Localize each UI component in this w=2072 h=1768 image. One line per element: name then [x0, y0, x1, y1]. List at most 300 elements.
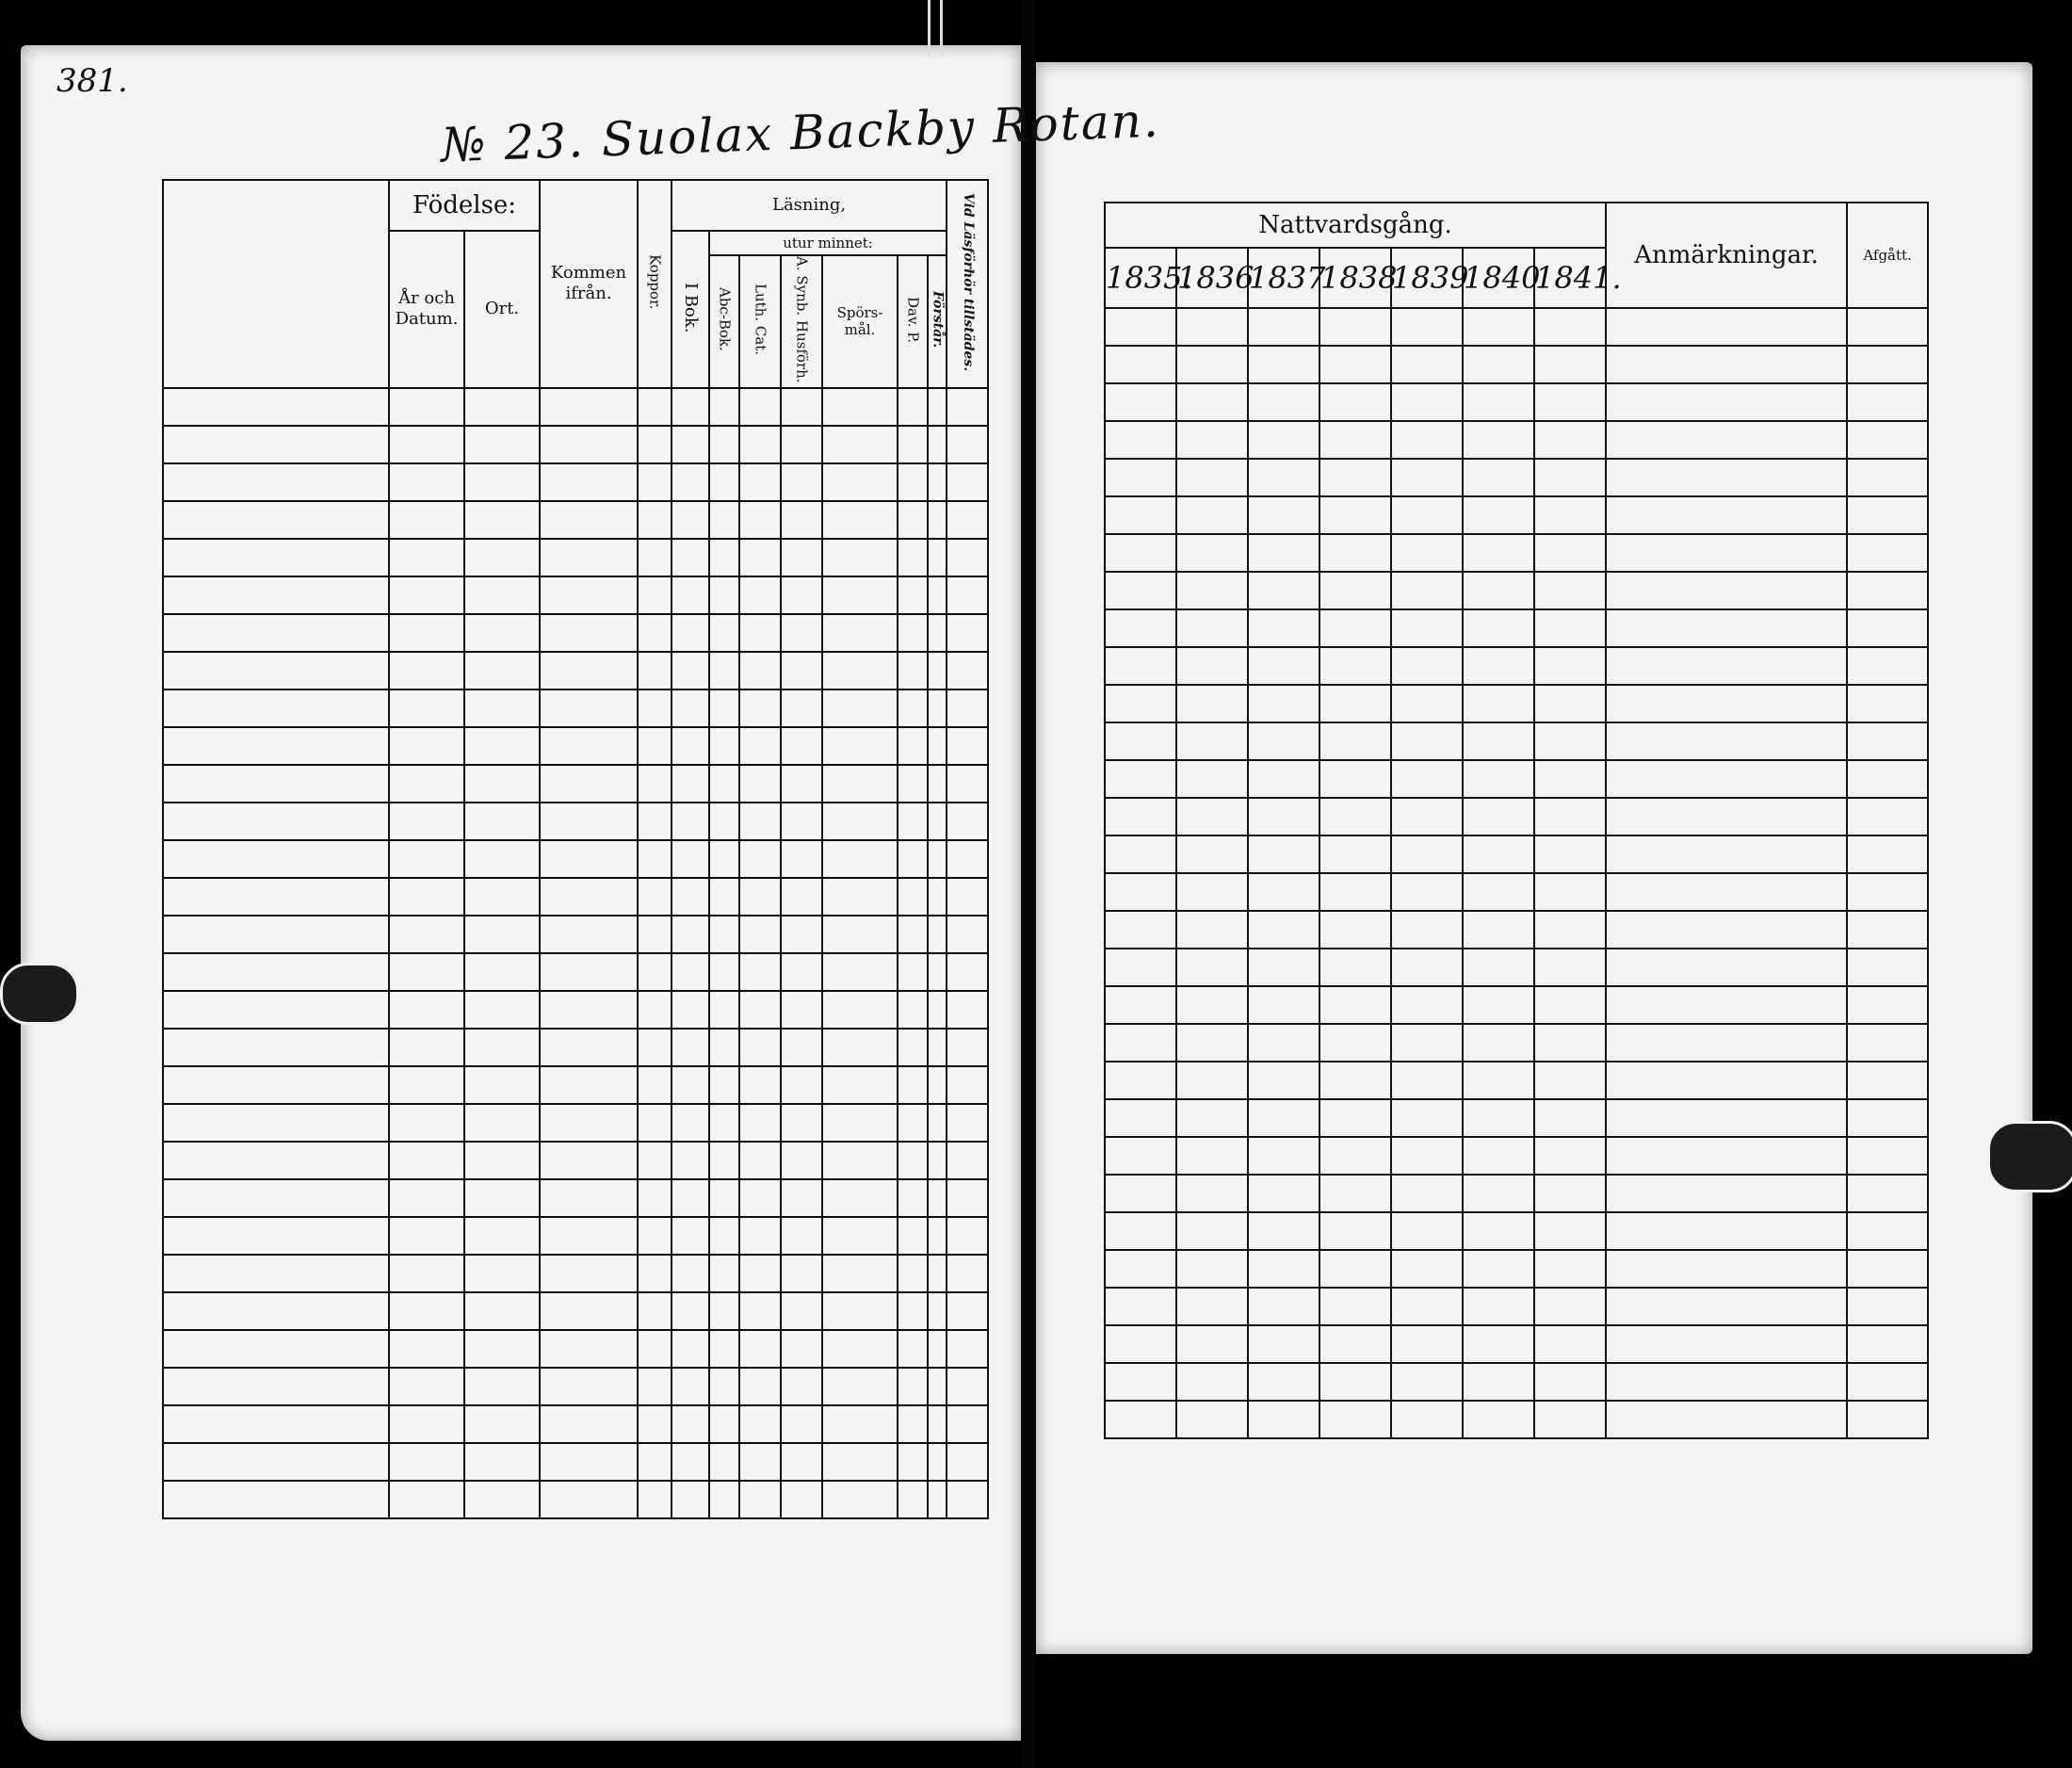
register-cell [1105, 1062, 1176, 1099]
register-row [163, 953, 988, 991]
register-cell [464, 614, 540, 652]
register-cell [1176, 798, 1248, 835]
register-row [163, 1104, 988, 1142]
register-cell [1248, 1325, 1319, 1363]
register-cell [781, 840, 822, 878]
register-cell [1176, 1062, 1248, 1099]
register-cell [1105, 1250, 1176, 1288]
register-cell [781, 1179, 822, 1217]
register-cell [1248, 1288, 1319, 1325]
register-cell [1105, 722, 1176, 760]
register-cell [822, 501, 898, 539]
register-cell [464, 576, 540, 614]
register-cell [389, 727, 464, 765]
register-cell [739, 803, 781, 840]
register-cell [928, 840, 947, 878]
register-cell [1534, 873, 1606, 911]
register-cell [822, 1368, 898, 1405]
year-header-1840: 1840 [1463, 248, 1534, 308]
register-cell [709, 1292, 739, 1330]
register-cell [1847, 986, 1928, 1024]
register-cell [389, 840, 464, 878]
register-cell [464, 953, 540, 991]
register-cell [540, 727, 638, 765]
register-cell [822, 727, 898, 765]
register-cell [822, 803, 898, 840]
abc-bok-label: Abc-Bok. [716, 287, 734, 352]
register-cell [540, 614, 638, 652]
a-synb-husforh-header [781, 255, 822, 388]
register-cell [1176, 1137, 1248, 1175]
register-row [1105, 534, 1928, 572]
register-cell [1534, 1099, 1606, 1137]
register-cell [739, 388, 781, 426]
register-cell [1847, 1401, 1928, 1438]
register-cell [1319, 534, 1391, 572]
register-row [1105, 1024, 1928, 1062]
register-cell [1391, 1401, 1463, 1438]
register-cell [1105, 308, 1176, 346]
register-cell [1319, 873, 1391, 911]
register-cell [928, 916, 947, 953]
register-cell [947, 1443, 988, 1481]
register-cell [709, 501, 739, 539]
register-cell [709, 1142, 739, 1179]
luth-cat-label: Luth. Cat. [752, 284, 769, 356]
register-cell [709, 1066, 739, 1104]
register-cell [1534, 534, 1606, 572]
register-cell [1391, 911, 1463, 949]
register-row [163, 1368, 988, 1405]
year-header-1836: 1836 [1176, 248, 1248, 308]
register-cell [1248, 685, 1319, 722]
register-cell [1463, 647, 1534, 685]
register-row [1105, 421, 1928, 459]
register-cell [464, 1292, 540, 1330]
register-row [1105, 572, 1928, 609]
sporsmal-header: Spörs-mål. [822, 255, 898, 388]
register-cell [672, 463, 709, 501]
register-cell [1176, 1250, 1248, 1288]
register-cell [709, 803, 739, 840]
register-cell [389, 1029, 464, 1066]
register-row [1105, 346, 1928, 383]
register-cell [709, 953, 739, 991]
register-cell [1319, 346, 1391, 383]
register-cell [1319, 986, 1391, 1024]
register-cell [739, 953, 781, 991]
register-cell [389, 765, 464, 803]
forstar-label: Förstår. [930, 291, 946, 349]
register-cell [898, 1217, 928, 1255]
register-cell [1463, 911, 1534, 949]
register-cell [672, 1292, 709, 1330]
register-cell [163, 1066, 389, 1104]
register-cell [1105, 459, 1176, 496]
register-cell [822, 576, 898, 614]
register-cell [781, 765, 822, 803]
register-cell [709, 614, 739, 652]
register-cell [739, 501, 781, 539]
register-cell [1847, 949, 1928, 986]
register-cell [464, 1330, 540, 1368]
register-cell [709, 463, 739, 501]
register-cell [898, 463, 928, 501]
register-cell [163, 576, 389, 614]
register-cell [163, 1405, 389, 1443]
register-cell [1606, 383, 1847, 421]
register-cell [540, 1029, 638, 1066]
register-cell [1606, 572, 1847, 609]
register-cell [1248, 609, 1319, 647]
book-gutter [1021, 0, 1036, 1768]
register-cell [1391, 685, 1463, 722]
register-row [163, 1066, 988, 1104]
register-row [163, 463, 988, 501]
right-page-tab [1987, 1121, 2072, 1192]
register-cell [389, 1368, 464, 1405]
register-cell [822, 840, 898, 878]
register-cell [1606, 835, 1847, 873]
register-cell [389, 689, 464, 727]
register-cell [1248, 1212, 1319, 1250]
register-cell [672, 539, 709, 576]
register-cell [898, 1481, 928, 1518]
register-cell [1391, 1325, 1463, 1363]
register-cell [540, 426, 638, 463]
register-cell [540, 1330, 638, 1368]
register-cell [1847, 308, 1928, 346]
register-cell [1534, 1137, 1606, 1175]
register-cell [464, 991, 540, 1029]
register-cell [928, 1255, 947, 1292]
register-cell [638, 501, 672, 539]
register-cell [1248, 1250, 1319, 1288]
register-cell [898, 1142, 928, 1179]
register-cell [739, 1443, 781, 1481]
register-cell [739, 1405, 781, 1443]
register-cell [163, 878, 389, 916]
register-cell [1847, 1250, 1928, 1288]
register-cell [1847, 346, 1928, 383]
register-cell [709, 426, 739, 463]
register-cell [947, 878, 988, 916]
register-row [1105, 1137, 1928, 1175]
register-cell [1176, 1288, 1248, 1325]
register-cell [928, 727, 947, 765]
register-row [163, 689, 988, 727]
register-cell [1606, 1137, 1847, 1175]
register-cell [781, 426, 822, 463]
register-cell [781, 388, 822, 426]
register-cell [638, 803, 672, 840]
register-cell [389, 878, 464, 916]
register-cell [898, 388, 928, 426]
binding-thread [940, 0, 943, 57]
register-cell [947, 765, 988, 803]
register-cell [947, 1066, 988, 1104]
register-cell [163, 463, 389, 501]
register-cell [947, 463, 988, 501]
register-cell [540, 878, 638, 916]
register-row [163, 878, 988, 916]
register-cell [898, 426, 928, 463]
register-row [163, 1443, 988, 1481]
register-cell [822, 1255, 898, 1292]
register-cell [947, 1481, 988, 1518]
register-cell [163, 1029, 389, 1066]
register-row [163, 765, 988, 803]
register-cell [1534, 835, 1606, 873]
register-cell [822, 1481, 898, 1518]
register-cell [1606, 986, 1847, 1024]
register-cell [1105, 421, 1176, 459]
register-cell [781, 1292, 822, 1330]
register-cell [709, 916, 739, 953]
register-cell [1606, 1363, 1847, 1401]
register-cell [1176, 383, 1248, 421]
register-row [163, 614, 988, 652]
register-cell [898, 576, 928, 614]
register-cell [739, 1217, 781, 1255]
register-cell [709, 1255, 739, 1292]
abc-bok-header [709, 255, 739, 388]
register-cell [1248, 572, 1319, 609]
register-cell [739, 878, 781, 916]
register-cell [822, 388, 898, 426]
register-cell [1847, 685, 1928, 722]
register-cell [947, 652, 988, 689]
register-cell [1534, 308, 1606, 346]
register-cell [947, 727, 988, 765]
register-cell [163, 501, 389, 539]
register-cell [540, 576, 638, 614]
register-cell [709, 689, 739, 727]
register-cell [1534, 572, 1606, 609]
register-cell [1847, 459, 1928, 496]
register-cell [1176, 835, 1248, 873]
vid-lasforhor-header [947, 180, 988, 388]
register-cell [1463, 421, 1534, 459]
register-cell [1391, 1212, 1463, 1250]
register-cell [947, 501, 988, 539]
dav-p-label: Dav. P. [904, 296, 922, 343]
register-cell [672, 916, 709, 953]
register-cell [1463, 572, 1534, 609]
register-cell [1534, 760, 1606, 798]
register-cell [1176, 1325, 1248, 1363]
register-cell [1319, 949, 1391, 986]
register-cell [709, 1405, 739, 1443]
register-cell [464, 388, 540, 426]
register-cell [1176, 1212, 1248, 1250]
register-cell [163, 991, 389, 1029]
register-cell [1606, 1099, 1847, 1137]
register-cell [638, 1255, 672, 1292]
register-row [1105, 1250, 1928, 1288]
register-cell [1391, 986, 1463, 1024]
register-cell [1847, 421, 1928, 459]
koppor-header [638, 180, 672, 388]
register-cell [464, 426, 540, 463]
register-cell [1105, 1024, 1176, 1062]
register-cell [1606, 1250, 1847, 1288]
register-cell [1105, 1401, 1176, 1438]
register-cell [947, 689, 988, 727]
register-cell [1534, 383, 1606, 421]
register-cell [1319, 1288, 1391, 1325]
register-cell [672, 953, 709, 991]
register-cell [1847, 534, 1928, 572]
register-cell [781, 803, 822, 840]
register-row [1105, 949, 1928, 986]
register-cell [638, 727, 672, 765]
register-cell [1176, 572, 1248, 609]
register-cell [1606, 1062, 1847, 1099]
register-cell [464, 1443, 540, 1481]
register-row [163, 1481, 988, 1518]
register-cell [672, 1179, 709, 1217]
register-cell [1319, 572, 1391, 609]
register-cell [1248, 986, 1319, 1024]
register-cell [389, 426, 464, 463]
register-cell [709, 1029, 739, 1066]
binding-thread [928, 0, 931, 57]
register-cell [638, 1292, 672, 1330]
register-cell [672, 803, 709, 840]
register-cell [1463, 1288, 1534, 1325]
register-cell [1847, 835, 1928, 873]
register-cell [163, 426, 389, 463]
register-cell [1463, 609, 1534, 647]
register-cell [672, 1104, 709, 1142]
register-cell [947, 1368, 988, 1405]
register-cell [1534, 647, 1606, 685]
register-cell [540, 1368, 638, 1405]
register-cell [928, 1368, 947, 1405]
register-cell [672, 1443, 709, 1481]
register-cell [928, 1104, 947, 1142]
register-cell [1176, 722, 1248, 760]
register-cell [709, 765, 739, 803]
register-cell [781, 916, 822, 953]
register-cell [947, 1330, 988, 1368]
register-cell [1248, 459, 1319, 496]
register-cell [781, 539, 822, 576]
register-cell [1248, 722, 1319, 760]
register-cell [709, 840, 739, 878]
register-cell [540, 1104, 638, 1142]
register-cell [781, 1217, 822, 1255]
register-cell [739, 1292, 781, 1330]
register-cell [1534, 1024, 1606, 1062]
register-cell [898, 953, 928, 991]
register-cell [1319, 835, 1391, 873]
register-cell [1319, 685, 1391, 722]
register-cell [781, 501, 822, 539]
register-cell [898, 840, 928, 878]
register-cell [464, 652, 540, 689]
year-header-1838: 1838 [1319, 248, 1391, 308]
register-cell [898, 916, 928, 953]
register-row [1105, 986, 1928, 1024]
register-cell [1176, 1363, 1248, 1401]
register-cell [1534, 346, 1606, 383]
register-row [1105, 1363, 1928, 1401]
register-row [163, 388, 988, 426]
register-cell [638, 1405, 672, 1443]
register-cell [1391, 609, 1463, 647]
register-cell [464, 501, 540, 539]
register-cell [1319, 798, 1391, 835]
register-cell [1319, 1024, 1391, 1062]
register-cell [672, 1217, 709, 1255]
register-cell [638, 1179, 672, 1217]
name-column-header [163, 180, 389, 388]
register-cell [1847, 496, 1928, 534]
register-cell [540, 1481, 638, 1518]
register-cell [709, 1443, 739, 1481]
register-cell [739, 727, 781, 765]
register-row [163, 426, 988, 463]
register-cell [163, 1104, 389, 1142]
register-cell [1606, 760, 1847, 798]
register-cell [1176, 911, 1248, 949]
register-cell [1463, 760, 1534, 798]
register-cell [1534, 1212, 1606, 1250]
register-cell [163, 1443, 389, 1481]
register-row [1105, 798, 1928, 835]
register-cell [739, 1066, 781, 1104]
register-cell [638, 1217, 672, 1255]
register-cell [928, 426, 947, 463]
register-cell [898, 539, 928, 576]
forstar-header [928, 255, 947, 388]
register-cell [163, 1292, 389, 1330]
register-cell [1847, 1325, 1928, 1363]
register-row [1105, 1288, 1928, 1325]
register-row [163, 1405, 988, 1443]
register-cell [540, 1405, 638, 1443]
register-cell [822, 539, 898, 576]
register-cell [781, 1368, 822, 1405]
register-cell [928, 878, 947, 916]
register-cell [1248, 308, 1319, 346]
register-cell [464, 1481, 540, 1518]
register-cell [947, 1029, 988, 1066]
ar-och-datum-header: År och Datum. [389, 231, 464, 388]
register-cell [638, 1029, 672, 1066]
register-cell [709, 1481, 739, 1518]
register-cell [638, 689, 672, 727]
register-cell [1391, 835, 1463, 873]
register-cell [389, 1481, 464, 1518]
register-cell [1105, 835, 1176, 873]
register-cell [739, 1368, 781, 1405]
register-cell [1606, 1175, 1847, 1212]
register-cell [1391, 647, 1463, 685]
register-cell [928, 501, 947, 539]
register-cell [822, 1142, 898, 1179]
register-cell [947, 426, 988, 463]
register-cell [672, 1330, 709, 1368]
register-row [1105, 911, 1928, 949]
register-cell [163, 388, 389, 426]
register-row [163, 539, 988, 576]
register-cell [1105, 760, 1176, 798]
register-cell [1248, 760, 1319, 798]
register-cell [1105, 383, 1176, 421]
